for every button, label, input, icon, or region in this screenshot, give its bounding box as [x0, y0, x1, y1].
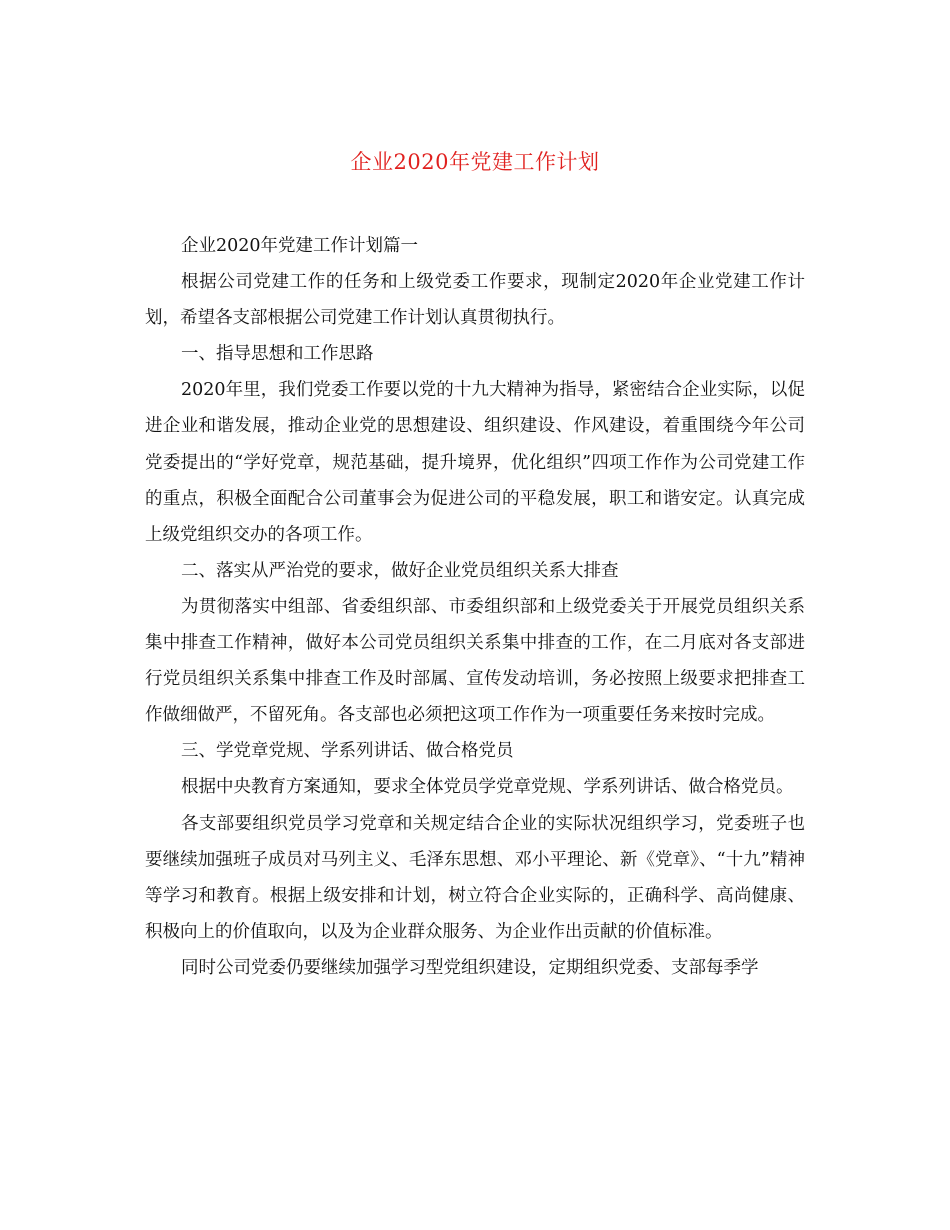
section-heading-2: 二、落实从严治党的要求，做好企业党员组织关系大排查	[181, 560, 619, 581]
document-body	[145, 228, 805, 986]
section-heading-1: 一、指导思想和工作思路	[181, 344, 374, 365]
paragraph-guiding-thought: 2020年里，我们党委工作要以党的十九大精神为指导，紧密结合企业实际，以促进企业和谐发展，推动企业党的思想建设、组织建设、作风建设，着重围绕今年公司党委提出的“学好党章，规范基础，提升境界，优化组织”四项工作作为公司党建工作的重点，积极全面配合公司董事会为促进公司的平稳发展，职工和谐安定。认真完成上级党组织交办的各项工作。	[145, 380, 805, 545]
paragraph-intro: 根据公司党建工作的任务和上级党委工作要求，现制定2020年企业党建工作计划，希望各支部根据公司党建工作计划认真贯彻执行。	[145, 272, 805, 329]
section-heading-3: 三、学党章党规、学系列讲话、做合格党员	[181, 741, 514, 762]
paragraph-learning-org: 同时公司党委仍要继续加强学习型党组织建设，定期组织党委、支部每季学	[181, 957, 759, 978]
paragraph-branch-study: 各支部要组织党员学习党章和关规定结合企业的实际状况组织学习，党委班子也要继续加强班子成员对马列主义、毛泽东思想、邓小平理论、新《党章》、“十九”精神等学习和教育。根据上级安排和计划，树立符合企业实际的，正确科学、高尚健康、积极向上的价值取向，以及为企业群众服务、为企业作出贡献的价值标准。	[145, 813, 805, 942]
paragraph-subtitle: 企业2020年党建工作计划篇一	[181, 236, 419, 256]
paragraph-investigation: 为贯彻落实中组部、省委组织部、市委组织部和上级党委关于开展党员组织关系集中排查工作精神，做好本公司党员组织关系集中排查的工作，在二月底对各支部进行党员组织关系集中排查工作及时部属、宣传发动培训，务必按照上级要求把排查工作做细做严，不留死角。各支部也必须把这项工作作为一项重要任务来按时完成。	[145, 596, 805, 726]
document-title: 企业2020年党建工作计划	[350, 150, 600, 174]
paragraph-education-notice: 根据中央教育方案通知，要求全体党员学党章党规、学系列讲话、做合格党员。	[181, 777, 794, 798]
